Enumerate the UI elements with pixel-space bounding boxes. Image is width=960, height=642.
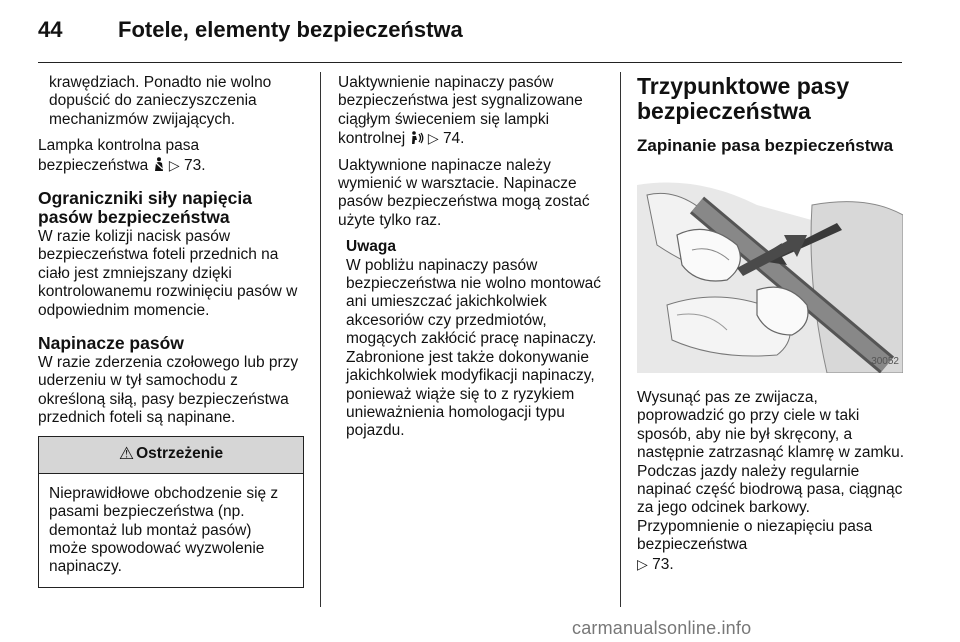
warning-header <box>39 437 303 474</box>
site-watermark: carmanualsonline.info <box>572 618 752 638</box>
section-title-limiters: Ograniczniki siły napięcia pasów bezpieczeństwa <box>38 188 252 228</box>
note-body: W pobliżu napinaczy pasów bezpieczeństwa nie wolno montować ani umieszczać jakichkolwiek akcesoriów czy przedmiotów, mogących zakłócić pracę napinaczy. Zabronione jest także dokonywanie jakichkolwiek modyfikacji napinaczy, ponieważ wiąże się to z ryzykiem unieważnienia homologacji typu pojazdu. <box>346 256 602 440</box>
reference-arrow-icon: ▷ <box>168 156 180 173</box>
seatbelt-illustration <box>637 165 903 373</box>
airbag-lamp-icon <box>410 131 424 145</box>
reference-arrow-icon: ▷ <box>637 555 648 572</box>
main-section-title: Trzypunktowe pasy bezpieczeństwa <box>637 73 850 124</box>
page-header <box>0 0 960 64</box>
column-2 <box>338 74 606 441</box>
warning-triangle-icon: ⚠ <box>118 444 135 464</box>
section-title-pretensioners: Napinacze pasów <box>38 333 184 354</box>
column-divider-2 <box>620 72 621 607</box>
reference-arrow-icon: ▷ <box>427 130 439 147</box>
warning-title: Ostrzeżenie <box>136 445 224 463</box>
chapter-title: Fotele, elementy bezpieczeństwa <box>118 17 463 42</box>
activation-page-ref: 74. <box>442 130 465 148</box>
warning-box <box>38 436 304 588</box>
figure-id: 30052 <box>871 355 899 367</box>
activation-paragraph: Uaktywnienie napinaczy pasów bezpieczeństwa jest sygnalizowane ciągłym świeceniem się lampki kontrolnej ▷ 74. <box>338 74 583 148</box>
section-body-limiters: W razie kolizji nacisk pasów bezpieczeństwa foteli przednich na ciało jest zmniejszany dzięki kontrolowanemu rozwinięciu pasów w odpowiednim momencie. <box>38 228 298 319</box>
note-title: Uwaga <box>346 238 396 256</box>
fastening-page-ref: 73. <box>652 555 674 573</box>
header-divider <box>38 62 902 63</box>
column-3 <box>637 74 905 582</box>
note-block <box>338 238 606 440</box>
lamp-paragraph: Lampka kontrolna pasa bezpieczeństwa ▷ 73. <box>38 137 206 174</box>
lamp-page-ref: 73. <box>184 156 206 174</box>
column-1 <box>38 74 304 588</box>
seatbelt-icon <box>153 157 165 172</box>
column-divider-1 <box>320 72 321 607</box>
continued-paragraph: krawędziach. Ponadto nie wolno dopuścić do zanieczyszczenia mechanizmów zwijających. <box>49 74 272 128</box>
fastening-seatbelt-drawing <box>637 165 903 373</box>
subsection-title: Zapinanie pasa bezpieczeństwa <box>637 136 894 155</box>
section-body-pretensioners: W razie zderzenia czołowego lub przy uderzeniu w tył samochodu z określoną siłą, pasy bezpieczeństwa przednich foteli są napinane. <box>38 354 299 427</box>
warning-body: Nieprawidłowe obchodzenie się z pasami bezpieczeństwa (np. demontaż lub montaż pasów) może spowodować wyzwolenie napinaczy. <box>49 484 279 576</box>
replace-paragraph: Uaktywnione napinacze należy wymienić w warsztacie. Napinacze pasów bezpieczeństwa mogą zostać użyte tylko raz. <box>338 156 590 229</box>
fastening-instructions: Wysunąć pas ze zwijacza, poprowadzić go przy ciele w taki sposób, aby nie był skręcony, a następnie zatrzasnąć klamrę w zamku. Podczas jazdy należy regularnie napinać część biodrową pasa, ciągnąc za jego odcinek barkowy. Przypomnienie o niezapięciu pasa bezpieczeństwa ▷ 73. <box>637 389 905 573</box>
page-number: 44 <box>38 17 63 42</box>
